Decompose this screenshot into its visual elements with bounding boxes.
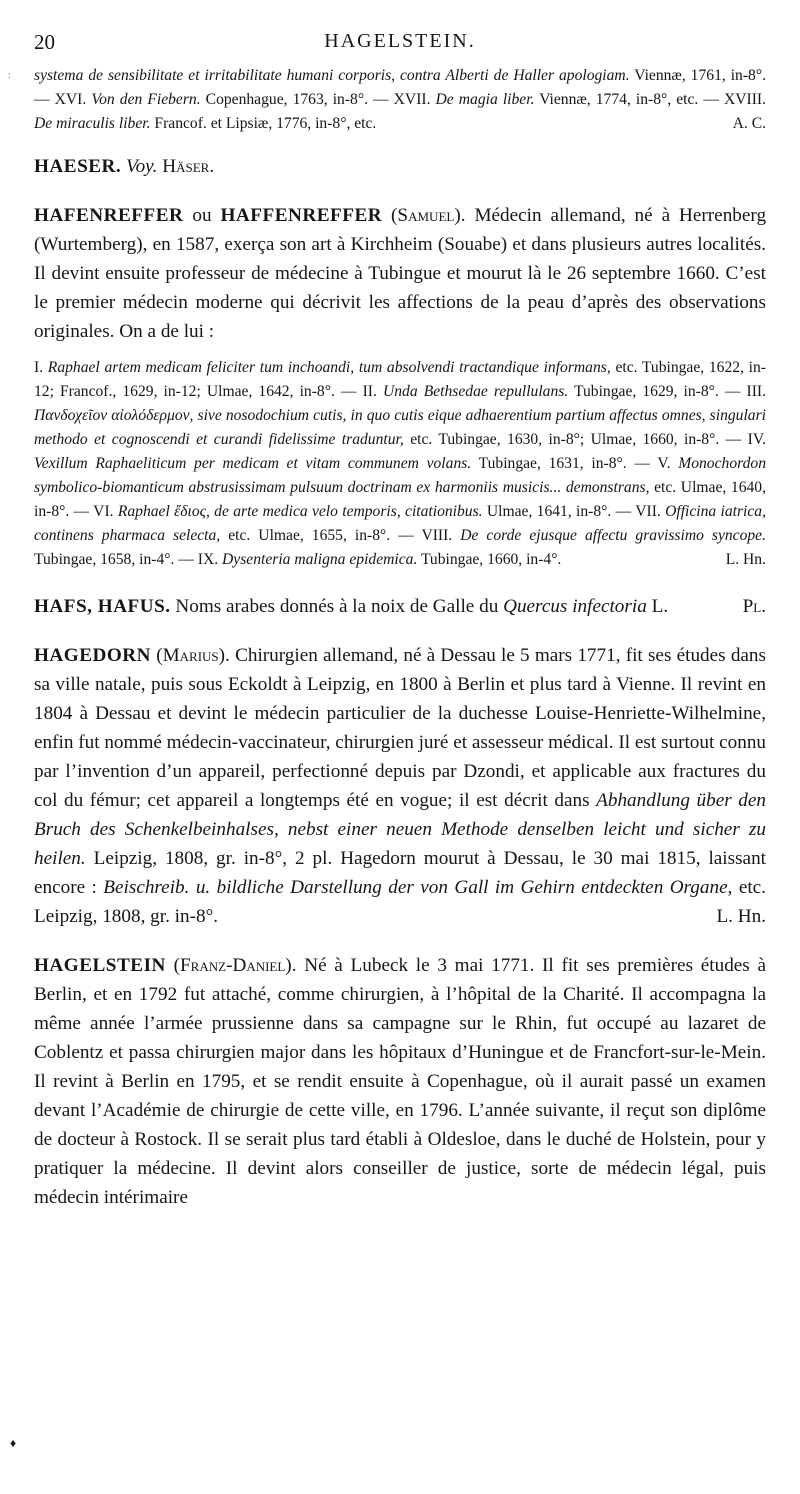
text-segment: Tubingae, 1658, in-4°. — IX. xyxy=(34,551,223,568)
text-segment: Tubingae, 1629, in-8°. — III. xyxy=(568,383,767,400)
entry-hagelstein xyxy=(34,951,766,1212)
italic-title-segment: Unda Bethsedae repullulans. xyxy=(382,383,569,400)
headword-hafenreffer: HAFENREFFER xyxy=(34,205,184,226)
prev-entry-continuation xyxy=(34,64,766,136)
italic-title-segment: Officina iatrica, continens pharmaca selecta, xyxy=(34,503,766,544)
italic-title-segment: Dysenteria maligna epidemica. xyxy=(222,551,418,568)
running-head: HAGELSTEIN. xyxy=(324,30,476,52)
prev-entry-signature: A. C. xyxy=(732,115,766,132)
italic-title-segment: Vexillum Raphaeliticum per medicam et vitam communem volans. xyxy=(34,455,472,472)
cross-ref-voy: Voy. xyxy=(126,156,158,177)
headword-hafs: HAFS, HAFUS. xyxy=(34,596,171,617)
text-segment: etc. Ulmae, 1655, in-8°. — VIII. xyxy=(220,527,461,544)
entry-hafs xyxy=(34,592,766,621)
italic-title-segment: Von den Fiebern. xyxy=(91,91,201,108)
page xyxy=(34,24,766,1212)
entry-text-hafs: Noms arabes donnés à la noix de Galle du xyxy=(175,596,499,617)
headword-connector: ou xyxy=(192,205,212,226)
italic-title-segment: systema de sensibilitate et irritabilitate humani corporis, contra Alberti de Haller apologiam. xyxy=(34,67,630,84)
text-segment: Chirurgien allemand, né à Dessau le 5 mars 1771, fit ses études dans sa ville natale, puis sous Eckoldt à Leipzig, en 1800 à Berlin et plus tard à Vienne. Il revint en 1804 à Dessau et devint le médecin particulier de la duchesse Louise-Henriette-Wilhelmine, enfin fut nommé médecin-vaccinateur, chirurgien juré et assesseur médical. Il est surtout connu par l’invention d’un appareil, perfectionné depuis par Dzondi, et applicable aux fractures du col du fémur; cet appareil a longtemps été en vogue; il est décrit dans xyxy=(34,645,767,811)
margin-dot: ♦ xyxy=(10,1436,17,1450)
species-name: Quercus infectoria xyxy=(503,596,647,617)
given-name-hagedorn: (Marius). xyxy=(156,645,230,666)
headword-hagedorn: HAGEDORN xyxy=(34,645,151,666)
given-name-hagelstein: (Franz-Daniel). xyxy=(173,955,297,976)
italic-title-segment: De miraculis liber. xyxy=(34,115,151,132)
page-number: 20 xyxy=(34,30,55,54)
italic-title-segment: Beischreib. u. bildliche Darstellung der von Gall im Gehirn entdeckten Organe, xyxy=(103,877,733,898)
species-author: L. xyxy=(651,596,669,617)
page-header xyxy=(34,24,766,58)
entry-text-hagelstein: Né à Lubeck le 3 mai 1771. Il fit ses premières études à Berlin, et en 1792 fut attaché, comme chirurgien, à l’hôpital de la Charité. Il accompagna la même année l’armée prussienne dans sa campagne sur le Rhin, fut occupé au lazaret de Coblentz et passa chirurgien major dans les hôpitaux d’Huningue et de Francfort-sur-le-Mein. Il revint à Berlin en 1795, et se rendit ensuite à Copenhague, où il aurait passé un examen devant l’Académie de chirurgie de cette ville, en 1796. L’année suivante, il reçut son diplôme de docteur à Rostock. Il se serait plus tard établi à Oldesloe, dans le duché de Holstein, pour y pratiquer la médecine. Il devint alors conseiller de justice, sorte de médecin légal, puis médecin intérimaire xyxy=(34,955,766,1208)
text-segment: Viennæ, 1774, in-8°, etc. — XVIII. xyxy=(534,91,766,108)
given-name-hafenreffer: (Samuel). xyxy=(391,205,466,226)
italic-title-segment: Raphael artem medicam feliciter tum inchoandi, tum absolvendi tractandique informans, xyxy=(47,359,611,376)
text-segment: Tubingae, 1660, in-4°. xyxy=(417,551,562,568)
italic-title-segment: De corde ejusque affectu gravissimo syncope. xyxy=(460,527,767,544)
text-segment: I. xyxy=(34,359,48,376)
entry-text-hafenreffer: Médecin allemand, né à Herrenberg (Wurtemberg), en 1587, exerça son art à Kirchheim (Souabe) et dans plusieurs autres localités. Il devint ensuite professeur de médecine à Tubingue et mourut là le 26 septembre 1660. C’est le premier médecin moderne qui décrivit les affections de la peau d’après des observations originales. On a de lui : xyxy=(34,205,767,342)
text-segment: Viennæ, 1761, in-8°. — XVI. xyxy=(34,67,766,108)
headword-haeser: HAESER. xyxy=(34,156,122,177)
cross-ref-target: Häser. xyxy=(162,156,215,177)
bibliography-hafenreffer xyxy=(34,356,766,572)
italic-title-segment: Raphael ἔδιος, de arte medica velo temporis, citationibus. xyxy=(117,503,483,520)
signature-hagedorn: L. Hn. xyxy=(716,906,766,927)
text-segment: etc. Ulmae, 1640, in-8°. — VI. xyxy=(34,479,766,520)
text-segment: Francof. et Lipsiæ, 1776, in-8°, etc. xyxy=(150,115,377,132)
entry-hafenreffer xyxy=(34,201,766,346)
italic-title-segment: Monochordon symbolico-biomanticum abstrusissimam pulsuum doctrinam ex harmoniis musicis... demonstrans, xyxy=(34,455,766,496)
text-segment: etc. Tubingae, 1622, in-12; Francof., 1629, in-12; Ulmae, 1642, in-8°. — II. xyxy=(34,359,766,400)
headword-hagelstein: HAGELSTEIN xyxy=(34,955,166,976)
entry-hagedorn xyxy=(34,641,766,931)
text-segment: Leipzig, 1808, gr. in-8°, 2 pl. Hagedorn mourut à Dessau, le 30 mai 1815, laissant encore : xyxy=(34,848,766,898)
signature-hafenreffer: L. Hn. xyxy=(725,551,766,568)
bibliography-text-hafenreffer xyxy=(34,359,766,568)
text-segment: Tubingae, 1631, in-8°. — V. xyxy=(471,455,679,472)
text-segment: Ulmae, 1641, in-8°. — VII. xyxy=(482,503,666,520)
text-segment: etc. Tubingae, 1630, in-8°; Ulmae, 1660, in-8°. — IV. xyxy=(403,431,766,448)
headword-haffenreffer: HAFFENREFFER xyxy=(220,205,383,226)
margin-mark: : xyxy=(8,70,11,81)
entry-text-hagedorn xyxy=(34,645,766,927)
entry-haeser xyxy=(34,152,766,181)
text-segment: Copenhague, 1763, in-8°. — XVII. xyxy=(200,91,436,108)
italic-title-segment: Πανδοχεῖον αἰολόδερμον, sive nosodochium cutis, in quo cutis eique adhaerentium partium affectus omnes, singulari methodo et cognoscendi et curandi fidelissime traduntur, xyxy=(34,407,766,448)
italic-title-segment: Abhandlung über den Bruch des Schenkelbeinhalses, nebst einer neuen Methode denselben leicht und sicher zu heilen. xyxy=(34,790,766,869)
signature-hafs: Pl. xyxy=(742,596,766,617)
text-segment: etc. Leipzig, 1808, gr. in-8°. xyxy=(34,877,766,927)
italic-title-segment: De magia liber. xyxy=(435,91,535,108)
prev-entry-text xyxy=(34,67,766,132)
